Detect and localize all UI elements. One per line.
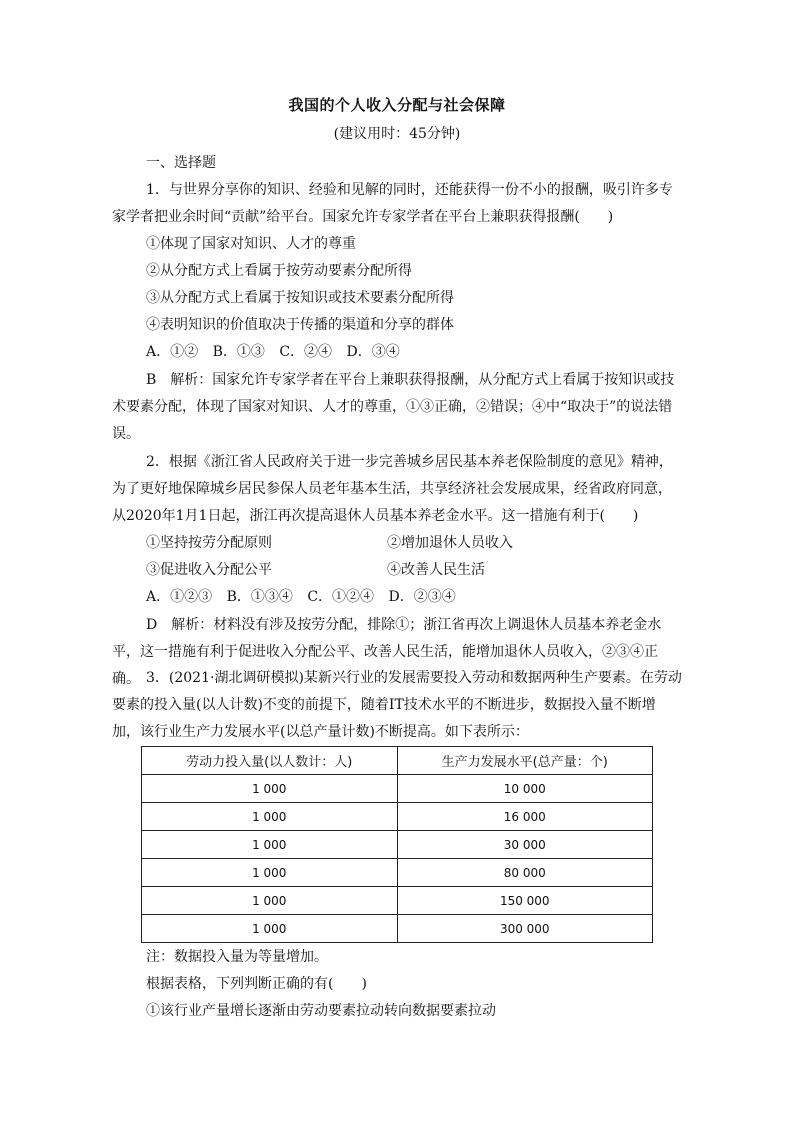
q3-data-table	[141, 746, 653, 943]
q1-option-b: B．①③	[212, 344, 265, 360]
table-header-labor: 劳动力投入量(以人数计：人)	[142, 747, 398, 775]
table-cell-output: 16 000	[397, 803, 653, 831]
table-row	[142, 803, 653, 831]
q1-analysis: B 解析：国家允许专家学者在平台上兼职获得报酬，从分配方式上看属于按知识或技术要素分配，体现了国家对知识、人才的尊重，①③正确，②错误；④中“取决于”的说法错误。	[112, 372, 675, 442]
suggested-time: (建议用时：45分钟)	[333, 126, 461, 142]
table-cell-output: 80 000	[397, 859, 653, 887]
q1-item-2: ②从分配方式上看属于按劳动要素分配所得	[146, 263, 412, 279]
q1-option-d: D．③④	[346, 344, 400, 360]
q1-option-c: C．②④	[279, 344, 333, 360]
q2-stem: 2．根据《浙江省人民政府关于进一步完善城乡居民基本养老保险制度的意见》精神，为了更好地保障城乡居民参保人员老年基本生活，共享经济社会发展成果，经省政府同意，从2020年1月1日起，浙江再次提高退休人员基本养老金水平。这一措施有利于( )	[112, 454, 673, 524]
q2-item-4: ④改善人民生活	[387, 562, 485, 578]
q2-options	[146, 586, 466, 606]
q2-option-c: C．①②④	[307, 589, 375, 605]
q1-stem: 1．与世界分享你的知识、经验和见解的同时，还能获得一份不小的报酬，吸引许多专家学者把业余时间“贡献”给平台。国家允许专家学者在平台上兼职获得报酬( )	[112, 182, 673, 225]
q2-option-d: D．②③④	[388, 589, 456, 605]
table-row	[142, 887, 653, 915]
q1-item-4: ④表明知识的价值取决于传播的渠道和分享的群体	[146, 317, 454, 333]
table-row	[142, 915, 653, 943]
q3-stem: 3．(2021·湖北调研模拟)某新兴行业的发展需要投入劳动和数据两种生产要素。在劳动要素的投入量(以人计数)不变的前提下，随着IT技术水平的不断进步，数据投入量不断增加，该行业生产力发展水平(以总产量计数)不断提高。如下表所示：	[112, 670, 682, 740]
q3-table-note: 注：数据投入量为等量增加。	[146, 949, 328, 965]
table-cell-labor: 1 000	[142, 831, 398, 859]
page-title: 我国的个人收入分配与社会保障	[288, 96, 506, 114]
table-cell-labor: 1 000	[142, 915, 398, 943]
table-cell-labor: 1 000	[142, 803, 398, 831]
table-row	[142, 859, 653, 887]
q2-item-2: ②增加退休人员收入	[387, 535, 513, 551]
table-cell-labor: 1 000	[142, 775, 398, 803]
q1-options	[146, 341, 410, 361]
table-cell-labor: 1 000	[142, 887, 398, 915]
q2-analysis: D 解析：材料没有涉及按劳分配，排除①；浙江省再次上调退休人员基本养老金水平，这一措施有利于促进收入分配公平、改善人民生活，能增加退休人员收入，②③④正确。	[112, 617, 662, 687]
table-cell-labor: 1 000	[142, 859, 398, 887]
q2-option-a: A．①②③	[146, 589, 213, 605]
table-cell-output: 30 000	[397, 831, 653, 859]
q1-item-3: ③从分配方式上看属于按知识或技术要素分配所得	[146, 290, 454, 306]
table-row	[142, 831, 653, 859]
q2-item-3: ③促进收入分配公平	[146, 562, 272, 578]
q3-item-1: ①该行业产量增长逐渐由劳动要素拉动转向数据要素拉动	[146, 1003, 496, 1019]
q3-question: 根据表格，下列判断正确的有( )	[146, 976, 367, 992]
q2-option-b: B．①③④	[226, 589, 293, 605]
q1-item-1: ①体现了国家对知识、人才的尊重	[146, 236, 356, 252]
q2-item-1: ①坚持按劳分配原则	[146, 535, 272, 551]
q1-option-a: A．①②	[146, 344, 199, 360]
section-heading: 一、选择题	[146, 155, 216, 171]
table-cell-output: 150 000	[397, 887, 653, 915]
table-header-output: 生产力发展水平(总产量：个)	[397, 747, 653, 775]
table-cell-output: 300 000	[397, 915, 653, 943]
table-row	[142, 775, 653, 803]
table-header-row	[142, 747, 653, 775]
table-cell-output: 10 000	[397, 775, 653, 803]
